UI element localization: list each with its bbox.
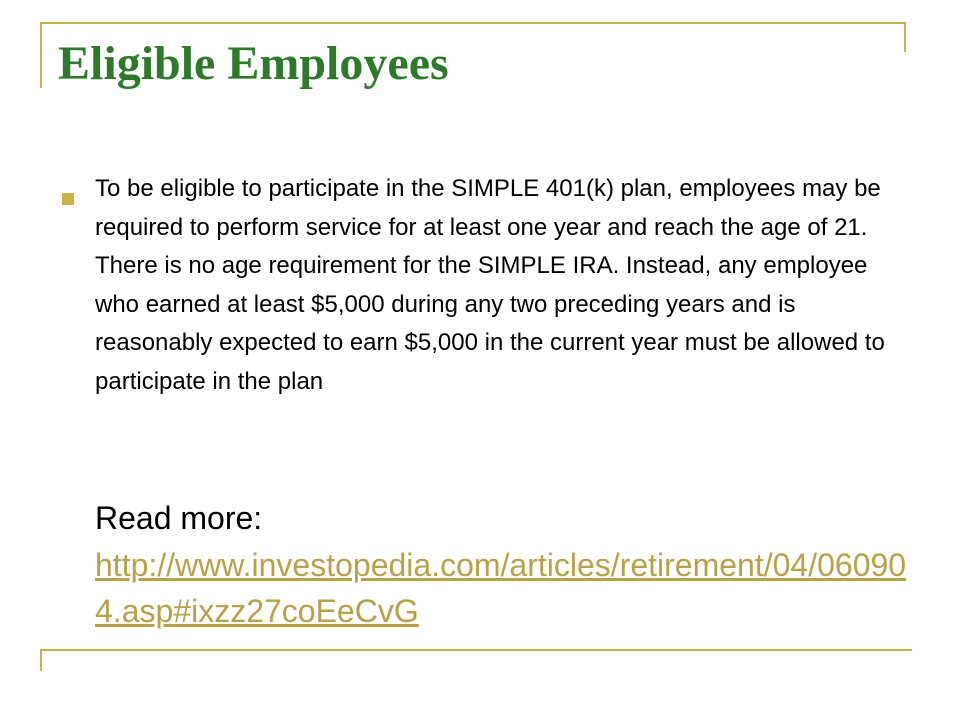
top-rule bbox=[40, 22, 906, 24]
left-rule bbox=[40, 22, 42, 88]
slide-title: Eligible Employees bbox=[58, 37, 449, 90]
bottom-left-rule bbox=[40, 649, 42, 671]
bottom-rule bbox=[40, 649, 912, 651]
square-bullet-icon bbox=[62, 193, 74, 205]
read-more-link[interactable]: http://www.investopedia.com/articles/retirement/04/060904.asp#ixzz27coEeCvG bbox=[95, 547, 907, 629]
read-more-label: Read more: bbox=[95, 500, 263, 536]
bullet-text: To be eligible to participate in the SIMPLE 401(k) plan, employees may be required to perform service for at least one year and reach the age of 21. There is no age requirement for the SIMPLE IRA. Instead, any employee who earned at least $5,000 during any two preceding years and is reasonably expected to earn $5,000 in the current year must be allowed to participate in the plan bbox=[95, 175, 885, 395]
right-rule bbox=[904, 22, 906, 52]
